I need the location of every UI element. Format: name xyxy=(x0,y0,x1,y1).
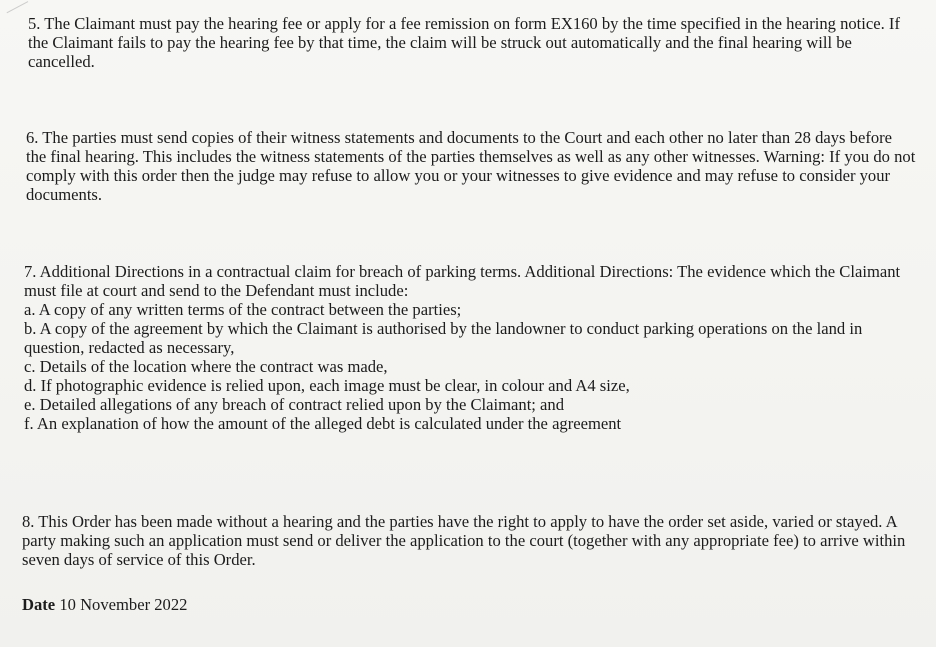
order-date xyxy=(22,595,187,614)
list-item-e: e. Detailed allegations of any breach of contract relied upon by the Claimant; and xyxy=(24,395,565,414)
list-item-d: d. If photographic evidence is relied upon, each image must be clear, in colour and A4 size, xyxy=(24,376,630,395)
date-label: Date xyxy=(22,595,56,614)
paragraph-7 xyxy=(24,262,914,433)
date-value: 10 November 2022 xyxy=(59,595,188,614)
paragraph-5: 5. The Claimant must pay the hearing fee or apply for a fee remission on form EX160 by the time specified in the hearing notice. If the Claimant fails to pay the hearing fee by that time, the claim will be struck out automatically and the final hearing will be cancelled. xyxy=(28,14,900,71)
list-item-f: f. An explanation of how the amount of the alleged debt is calculated under the agreement xyxy=(24,414,622,433)
paragraph-8: 8. This Order has been made without a hearing and the parties have the right to apply to have the order set aside, varied or stayed. A party making such an application must send or deliver the application to the court (together with any appropriate fee) to arrive within seven days of service of this Order. xyxy=(22,512,906,569)
paragraph-7-intro: 7. Additional Directions in a contractual claim for breach of parking terms. Additional Directions: The evidence which the Claimant must file at court and send to the Defendant must include: xyxy=(24,262,901,300)
evidence-list xyxy=(24,300,914,433)
paragraph-6: 6. The parties must send copies of their witness statements and documents to the Court and each other no later than 28 days before the final hearing. This includes the witness statements of the parties themselves as well as any other witnesses. Warning: If you do not comply with this order then the judge may refuse to allow you or your witnesses to give evidence and may refuse to consider your documents. xyxy=(26,128,916,204)
list-item-b: b. A copy of the agreement by which the Claimant is authorised by the landowner to conduct parking operations on the land in question, redacted as necessary, xyxy=(24,319,863,357)
list-item-c: c. Details of the location where the contract was made, xyxy=(24,357,388,376)
list-item-a: a. A copy of any written terms of the contract between the parties; xyxy=(24,300,462,319)
page-corner-crease xyxy=(0,0,28,13)
